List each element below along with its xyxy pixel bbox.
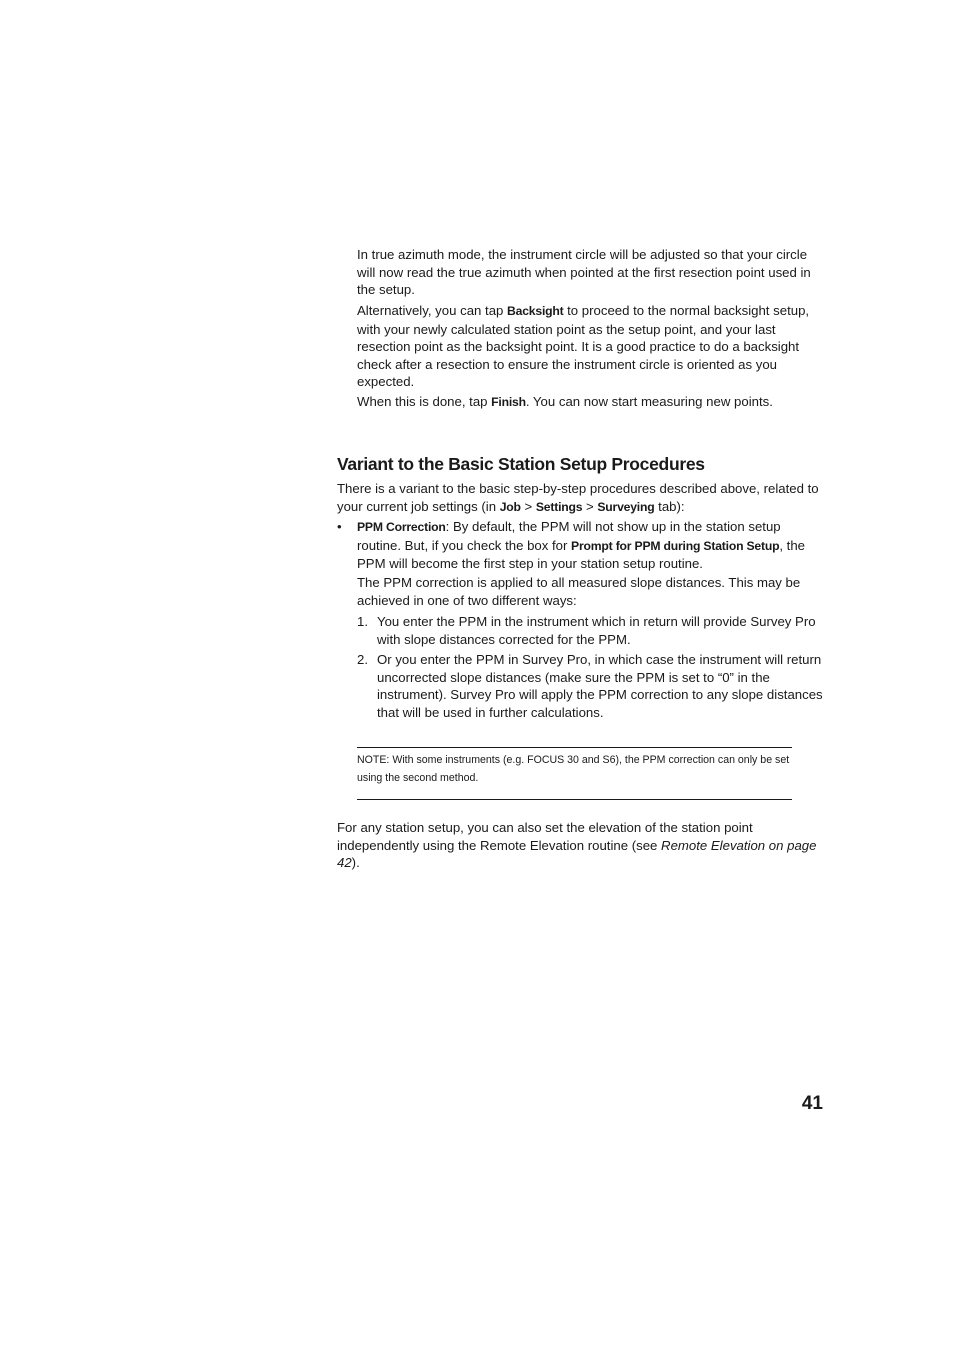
- settings-ui-label: Settings: [535, 499, 583, 514]
- backsight-text-pre: Alternatively, you can tap: [357, 303, 508, 318]
- ppm-correction-ui-label: PPM Correction: [357, 520, 446, 534]
- bullet-text-post: , the PPM will become the first step in your station setup routine.: [357, 537, 806, 572]
- closing-paragraph: [337, 819, 823, 872]
- bullet-text-mid: : By default, the PPM will not show up in the station setup routine. But, if you check the box for: [357, 519, 781, 553]
- page-number: 41: [801, 1093, 823, 1114]
- lead-separator-1: >: [520, 498, 536, 514]
- lead-text-pre: There is a variant to the basic step-by-step procedures described above, related to your current job settings (in: [337, 481, 819, 514]
- note-top-rule: [357, 747, 792, 748]
- variant-lead-paragraph: [337, 480, 823, 516]
- prompt-ppm-ui-label: Prompt for PPM during Station Setup: [571, 538, 780, 553]
- backsight-ui-label: Backsight: [507, 304, 564, 318]
- ppm-correction-bullet: [357, 518, 823, 573]
- note-text: NOTE: With some instruments (e.g. FOCUS 30 and S6), the PPM correction can only be set using the second method.: [357, 754, 790, 784]
- closing-text-post: ).: [351, 855, 360, 871]
- true-azimuth-text: In true azimuth mode, the instrument circle will be adjusted so that your circle will now read the true azimuth when pointed at the first resection point used in the setup.: [357, 247, 811, 298]
- finish-text-post: . You can now start measuring new points.: [525, 394, 773, 409]
- finish-ui-label: Finish: [491, 395, 526, 409]
- step-2-number: 2.: [357, 652, 368, 667]
- finish-paragraph: [357, 393, 823, 412]
- closing-text-pre: For any station setup, you can also set the elevation of the station point independently using the Remote Elevation routine (see: [337, 820, 753, 853]
- job-ui-label: Job: [499, 499, 521, 514]
- backsight-paragraph: [357, 302, 823, 391]
- finish-text-pre: When this is done, tap: [357, 394, 492, 409]
- backsight-text-post: to proceed to the normal backsight setup, with your newly calculated station point as the setup point, and your last resection point as the backsight point. It is a good practice to do a backsight check after a resection to ensure the instrument circle is oriented as you expected.: [357, 303, 810, 390]
- bullet-marker: •: [337, 519, 342, 534]
- lead-separator-2: >: [582, 498, 598, 514]
- note-bottom-rule: [357, 799, 792, 800]
- step-1-number: 1.: [357, 614, 368, 629]
- step-1-text: You enter the PPM in the instrument which in return will provide Survey Pro with slope distances corrected for the PPM.: [377, 614, 816, 647]
- ppm-applied-paragraph: The PPM correction is applied to all measured slope distances. This may be achieved in one of two different ways:: [357, 575, 801, 608]
- remote-elevation-link[interactable]: Remote Elevation on page 42: [337, 837, 817, 871]
- lead-text-post: tab):: [654, 498, 685, 514]
- section-heading: Variant to the Basic Station Setup Procedures: [337, 454, 705, 474]
- true-azimuth-paragraph: [357, 246, 823, 299]
- surveying-ui-label: Surveying: [597, 499, 655, 514]
- step-2-text: Or you enter the PPM in Survey Pro, in which case the instrument will return uncorrected slope distances (make sure the PPM is set to “0” in the instrument). Survey Pro will apply the PPM correction to any slope distances that will be used in further calculations.: [377, 652, 823, 720]
